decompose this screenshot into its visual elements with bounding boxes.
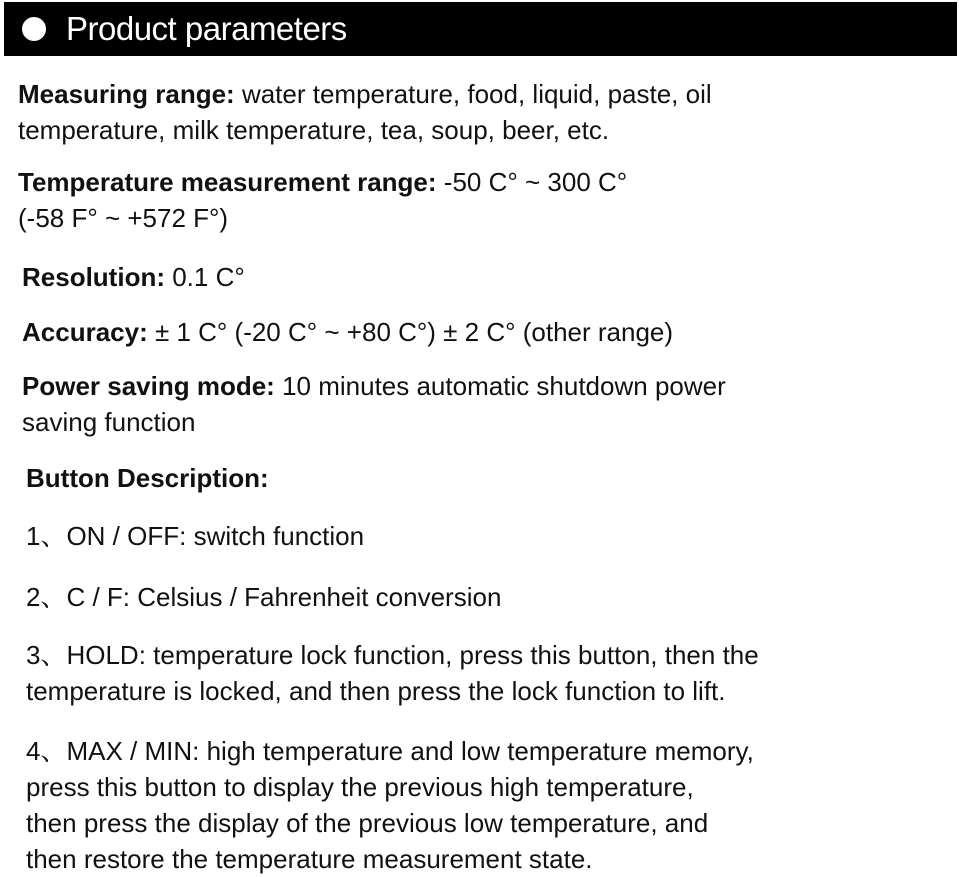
button-item-4-line-4: then restore the temperature measurement state. (26, 844, 593, 874)
accuracy-value: ± 1 C° (-20 C° ~ +80 C°) ± 2 C° (other range) (147, 317, 674, 347)
resolution-label: Resolution: (22, 262, 165, 292)
accuracy-label: Accuracy: (22, 317, 148, 347)
measuring-range-text (18, 76, 712, 148)
button-item-2: 2、C / F: Celsius / Fahrenheit conversion (26, 582, 502, 612)
accuracy-text (22, 314, 673, 350)
button-description-label: Button Description: (26, 463, 269, 493)
power-saving-label: Power saving mode: (22, 371, 275, 401)
measuring-range-label: Measuring range: (18, 79, 235, 109)
button-item-3-line-1: 3、HOLD: temperature lock function, press this button, then the (26, 640, 759, 670)
power-saving-value-2: saving function (22, 407, 196, 437)
button-item-4 (26, 733, 754, 877)
resolution-value: 0.1 C° (165, 262, 245, 292)
button-item-3 (26, 637, 759, 709)
button-item-1: 1、ON / OFF: switch function (26, 521, 365, 551)
section-title: Product parameters (66, 10, 347, 47)
resolution-text (22, 259, 245, 295)
section-header (4, 2, 957, 56)
power-saving-value-1: 10 minutes automatic shutdown power (274, 371, 726, 401)
temp-range-text (18, 164, 627, 236)
power-saving-text (22, 368, 726, 440)
temp-range-label: Temperature measurement range: (18, 167, 437, 197)
button-item-4-line-2: press this button to display the previous high temperature, (26, 772, 694, 802)
button-description-heading (26, 460, 269, 496)
button-item-3-line-2: temperature is locked, and then press the lock function to lift. (26, 676, 726, 706)
button-item-4-line-3: then press the display of the previous low temperature, and (26, 808, 709, 838)
measuring-range-value-2: temperature, milk temperature, tea, soup, beer, etc. (18, 115, 610, 145)
temp-range-value-1: -50 C° ~ 300 C° (436, 167, 628, 197)
temp-range-value-2: (-58 F° ~ +572 F°) (18, 203, 229, 233)
bullet-dot-icon (22, 17, 46, 41)
button-item-4-line-1: 4、MAX / MIN: high temperature and low temperature memory, (26, 736, 754, 766)
measuring-range-value-1: water temperature, food, liquid, paste, oil (234, 79, 712, 109)
